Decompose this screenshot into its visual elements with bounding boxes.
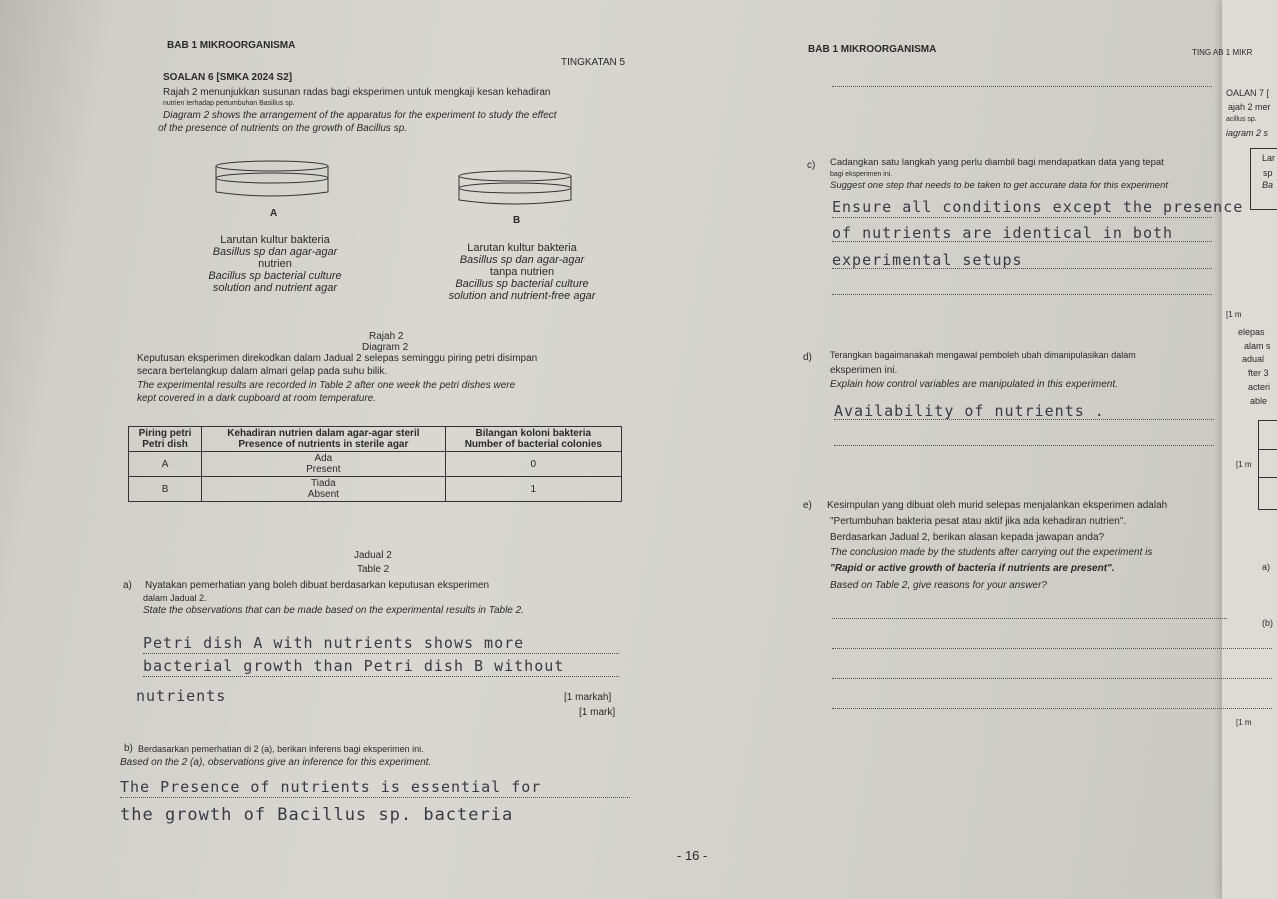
caption-line: Larutan kultur bakteria — [220, 234, 330, 246]
cell-nutrients: Tiada Absent — [202, 477, 446, 502]
question-e-en: The conclusion made by the students after carrying out the experiment is — [830, 547, 1153, 558]
right-page-text: elepas — [1238, 327, 1265, 337]
answer-c-line[interactable]: of nutrients are identical in both — [832, 224, 1174, 242]
caption-line: Basillus sp dan agar-agar — [212, 246, 338, 258]
cell-count: 1 — [445, 477, 621, 502]
dish-a-caption — [200, 234, 350, 294]
table-caption-en: Table 2 — [357, 564, 390, 575]
intro-en: of the presence of nutrients on the growth of Bacillus sp. — [158, 123, 408, 134]
question-e-en: Based on Table 2, give reasons for your answer? — [830, 580, 1047, 591]
answer-d-line[interactable]: Availability of nutrients . — [834, 402, 1105, 420]
question-d-mark: [1 m — [1236, 460, 1252, 469]
answer-c-line[interactable]: experimental setups — [832, 251, 1023, 269]
right-page-text: adual — [1242, 354, 1265, 364]
mark-ms: [1 markah] — [564, 692, 612, 703]
caption-line: Basillus sp dan agar-agar — [459, 254, 585, 266]
question-b-en: Based on the 2 (a), observations give an inference for this experiment. — [120, 757, 432, 768]
answer-c-line[interactable]: Ensure all conditions except the presence — [832, 198, 1244, 216]
cell-count: 0 — [445, 452, 621, 477]
caption-line: Larutan kultur bakteria — [467, 242, 577, 254]
header-nutrients: Kehadiran nutrien dalam agar-agar steril Presence of nutrients in sterile agar — [202, 427, 446, 452]
question-c-mark: [1 m — [1226, 310, 1242, 319]
question-e-mark: [1 m — [1236, 718, 1252, 727]
dish-b-caption — [437, 242, 607, 302]
intro-en: Diagram 2 shows the arrangement of the apparatus for the experiment to study the effect — [163, 110, 557, 121]
question-a-ms: dalam Jadual 2. — [143, 593, 207, 603]
question-e-ms: "Pertumbuhan bakteria pesat atau aktif jika ada kehadiran nutrien". — [830, 516, 1127, 527]
intro-ms: Rajah 2 menunjukkan susunan radas bagi eksperimen untuk mengkaji kesan kehadiran — [163, 87, 551, 98]
right-page-text: sp — [1263, 168, 1273, 178]
results-table — [128, 426, 622, 502]
caption-line: solution and nutrient-free agar — [448, 290, 596, 302]
page-number: - 16 - — [677, 848, 708, 863]
right-page-text: fter 3 — [1248, 368, 1269, 378]
chapter-header: BAB 1 MIKROORGANISMA — [167, 40, 296, 51]
right-page-text: acillus sp. — [1226, 116, 1257, 123]
question-a-label: a) — [123, 580, 132, 591]
intro-ms: nutrien terhadap pertumbuhan Basillus sp. — [163, 100, 295, 107]
diagram-caption-en: Diagram 2 — [362, 342, 409, 353]
cell-nutrients: Ada Present — [202, 452, 446, 477]
cell-dish: A — [129, 452, 202, 477]
table-row — [129, 452, 622, 477]
caption-line: solution and nutrient agar — [212, 282, 338, 294]
right-page-text: alam s — [1244, 341, 1271, 351]
caption-line: Bacillus sp bacterial culture — [455, 278, 589, 290]
right-page-text: OALAN 7 [ — [1226, 88, 1270, 98]
question-d-ms: eksperimen ini. — [830, 365, 898, 376]
cell-dish: B — [129, 477, 202, 502]
question-d-label: d) — [803, 352, 812, 363]
results-en: The experimental results are recorded in Table 2 after one week the petri dishes were — [137, 380, 516, 391]
diagram-caption-ms: Rajah 2 — [369, 331, 404, 342]
caption-line: Bacillus sp bacterial culture — [208, 270, 342, 282]
caption-line: nutrien — [258, 258, 292, 270]
question-a-en: State the observations that can be made based on the experimental results in Table 2. — [143, 605, 524, 616]
question-e-en: "Rapid or active growth of bacteria if nutrients are present". — [830, 563, 1115, 574]
right-page-text: Lar — [1262, 153, 1276, 163]
header-colonies: Bilangan koloni bakteria Number of bacterial colonies — [445, 427, 621, 452]
right-page-text: (b) — [1262, 618, 1273, 628]
question-d-ms: Terangkan bagaimanakah mengawal pemboleh ubah dimanipulasikan dalam — [830, 350, 1136, 360]
answer-a-line[interactable]: bacterial growth than Petri dish B without — [143, 657, 565, 675]
header-petri-dish: Piring petri Petri dish — [129, 427, 202, 452]
answer-a-line[interactable]: nutrients — [136, 687, 227, 705]
dish-b-label: B — [513, 215, 521, 226]
answer-b-line[interactable]: The Presence of nutrients is essential for — [120, 778, 542, 796]
right-page-text: Ba — [1262, 180, 1274, 190]
form-header: TINGKATAN 5 — [561, 57, 626, 68]
results-en: kept covered in a dark cupboard at room temperature. — [137, 393, 377, 404]
question-c-ms: Cadangkan satu langkah yang perlu diambil bagi mendapatkan data yang tepat — [830, 157, 1164, 168]
right-page-table — [1258, 420, 1277, 510]
question-b-ms: Berdasarkan pemerhatian di 2 (a), berikan inferens bagi eksperimen ini. — [138, 744, 424, 754]
right-page-text: a) — [1262, 562, 1271, 572]
table-header-row — [129, 427, 622, 452]
mark-en: [1 mark] — [579, 707, 616, 718]
caption-line: tanpa nutrien — [489, 266, 555, 278]
petri-dish-b-icon — [458, 170, 573, 210]
question-c-label: c) — [807, 160, 816, 171]
question-c-ms: bagi eksperimen ini. — [830, 171, 893, 178]
question-e-ms: Kesimpulan yang dibuat oleh murid selepas menjalankan eksperimen adalah — [827, 500, 1168, 511]
table-row — [129, 477, 622, 502]
answer-b-line[interactable]: the growth of Bacillus sp. bacteria — [120, 805, 514, 825]
question-d-en: Explain how control variables are manipulated in this experiment. — [830, 379, 1118, 390]
right-page-text: acteri — [1248, 382, 1271, 392]
question-title: SOALAN 6 [SMKA 2024 S2] — [163, 72, 293, 83]
chapter-header: BAB 1 MIKROORGANISMA — [808, 44, 937, 55]
results-ms: secara bertelangkup dalam almari gelap pada suhu bilik. — [137, 366, 388, 377]
question-b-label: b) — [124, 743, 133, 754]
answer-a-line[interactable]: Petri dish A with nutrients shows more — [143, 634, 525, 652]
table-caption-ms: Jadual 2 — [354, 550, 392, 561]
question-e-ms: Berdasarkan Jadual 2, berikan alasan kepada jawapan anda? — [830, 532, 1105, 543]
right-page-header: TING AB 1 MIKR — [1192, 48, 1253, 57]
question-e-label: e) — [803, 500, 812, 511]
question-a-ms: Nyatakan pemerhatian yang boleh dibuat berdasarkan keputusan eksperimen — [145, 580, 490, 591]
petri-dish-a-icon — [215, 160, 330, 200]
right-page-text: able — [1250, 396, 1268, 406]
right-page-text: ajah 2 mer — [1228, 102, 1271, 112]
question-c-en: Suggest one step that needs to be taken to get accurate data for this experiment — [830, 180, 1168, 191]
right-page-text: iagram 2 s — [1226, 128, 1269, 138]
dish-a-label: A — [270, 208, 278, 219]
results-ms: Keputusan eksperimen direkodkan dalam Jadual 2 selepas seminggu piring petri disimpan — [137, 353, 538, 364]
